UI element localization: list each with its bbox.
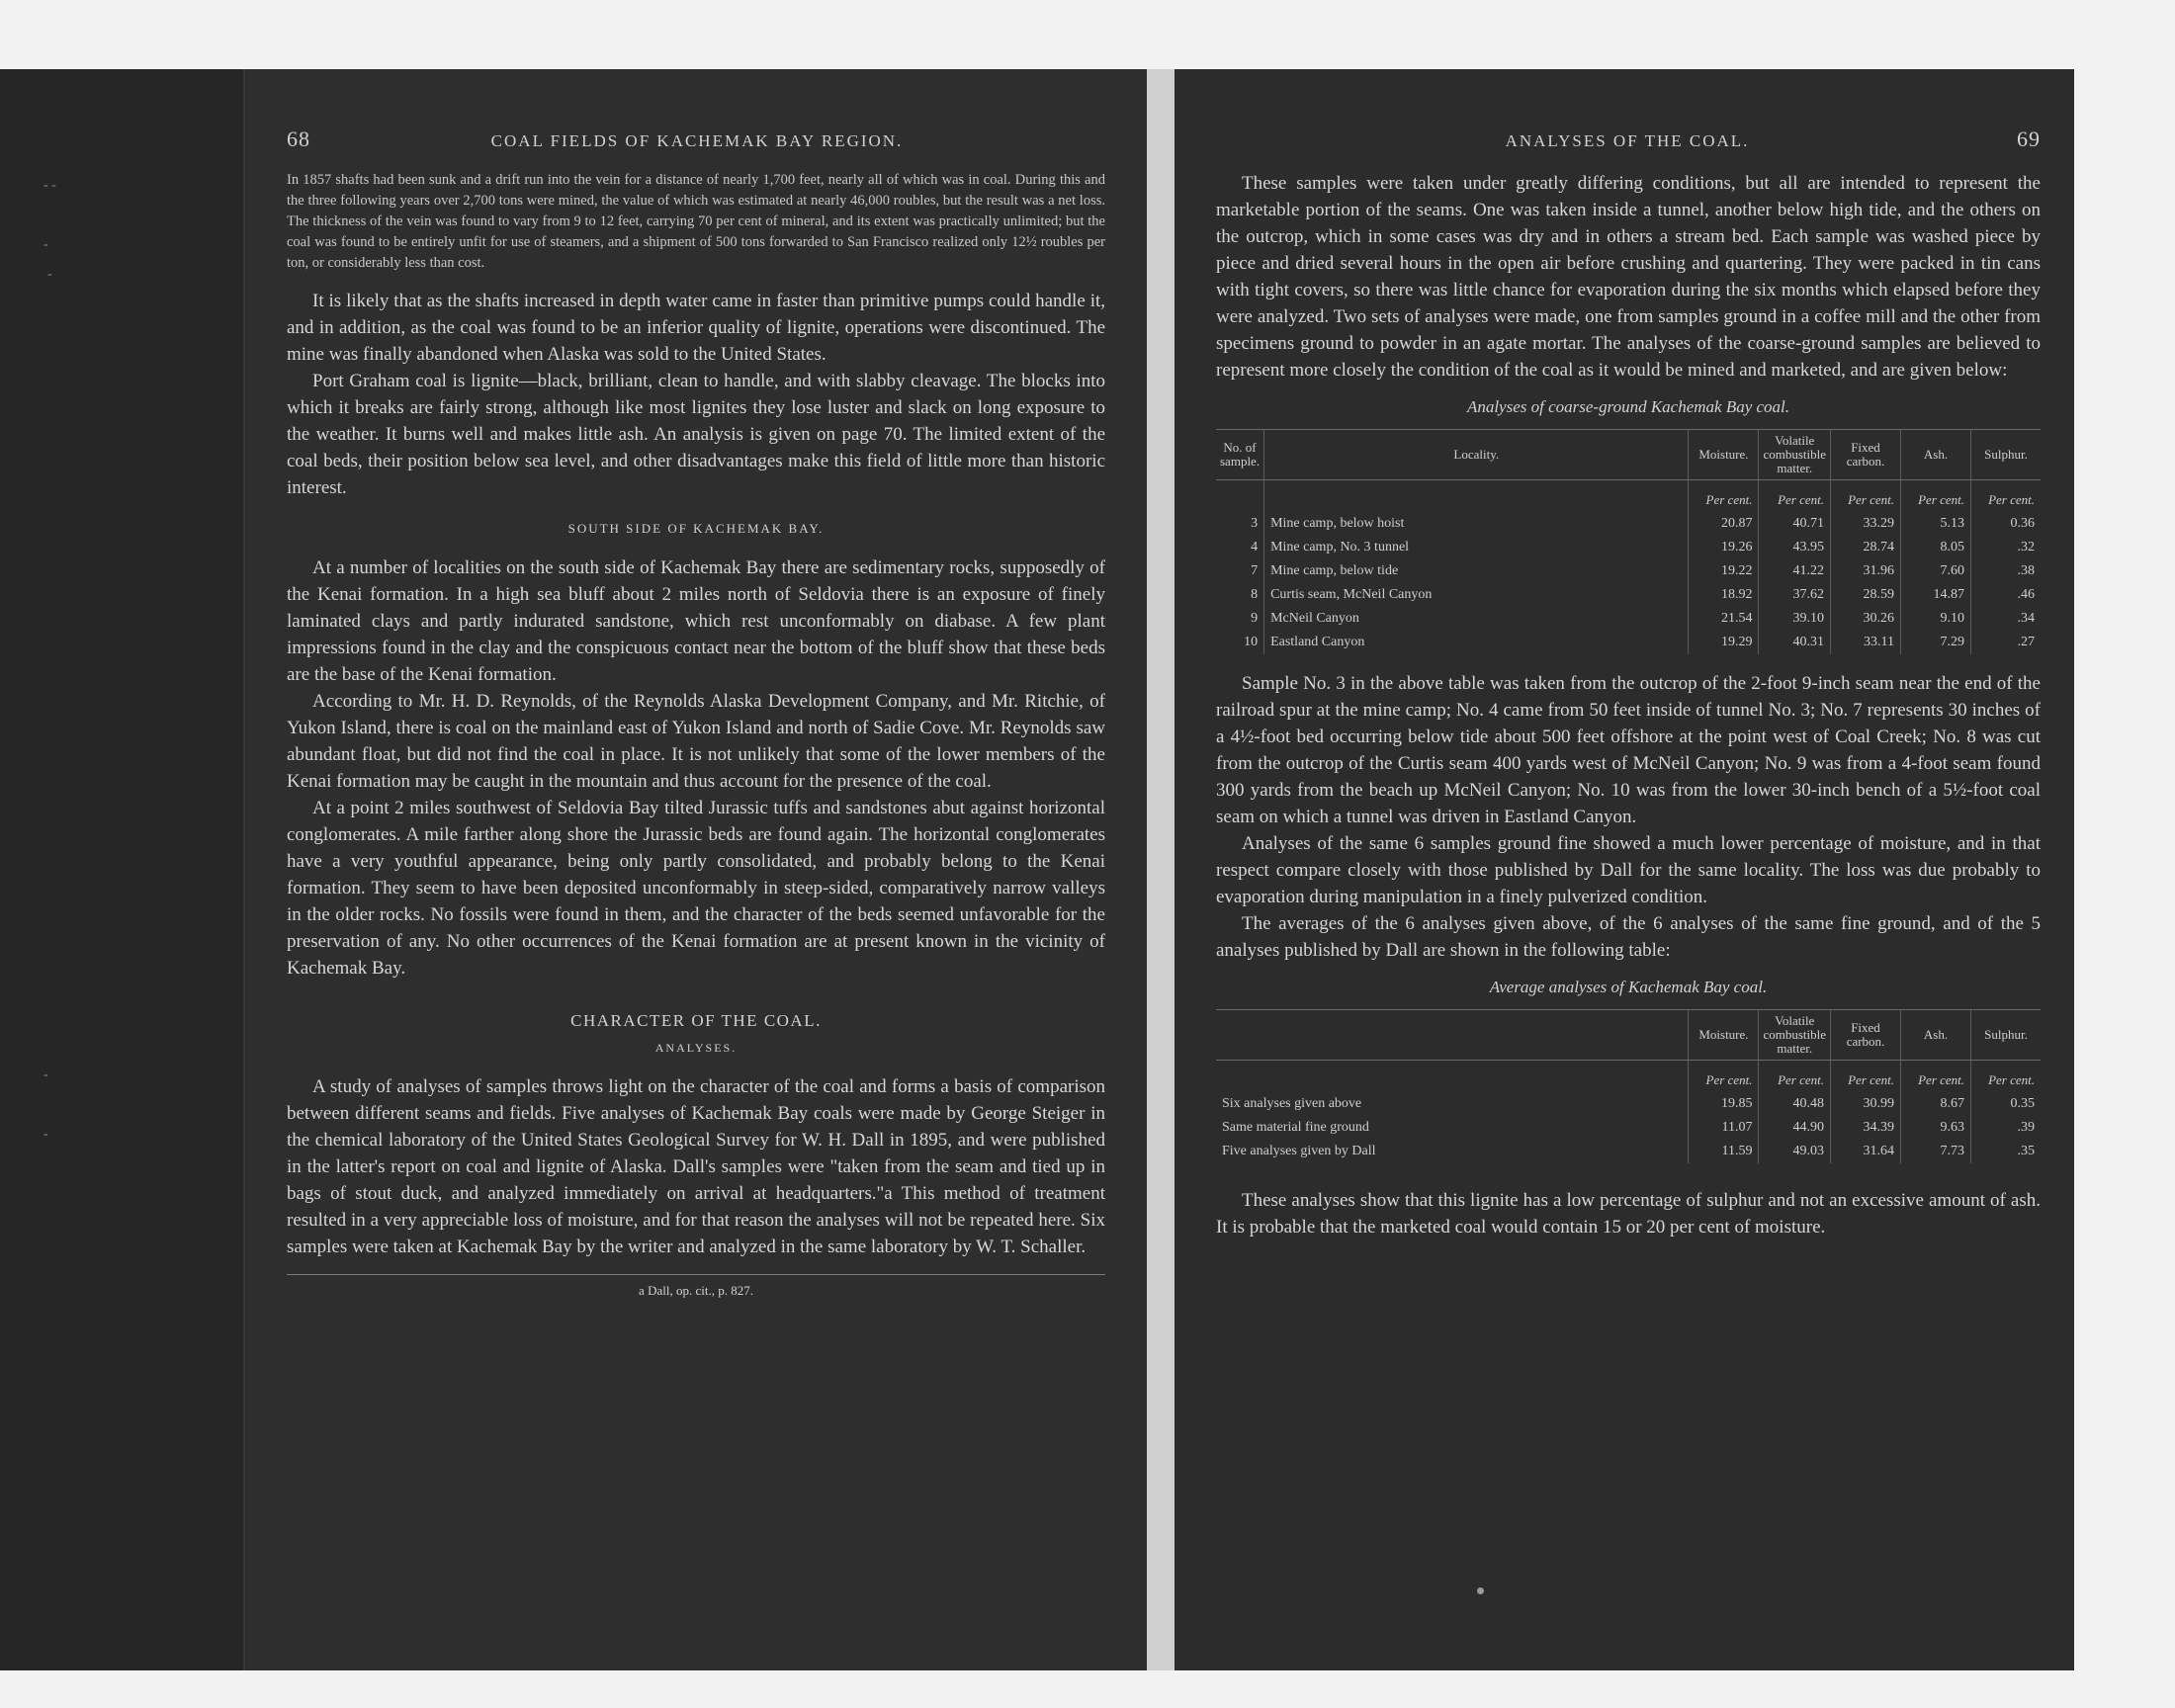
margin-mark: - (44, 1068, 48, 1082)
table-cell: .35 (1971, 1140, 2042, 1163)
margin-mark: - - (44, 178, 56, 193)
table-cell: Mine camp, No. 3 tunnel (1264, 536, 1689, 559)
table-cell: 8 (1251, 587, 1259, 602)
table-cell: 0.35 (1971, 1092, 2042, 1116)
paragraph: At a point 2 miles southwest of Seldovia Bay tilted Jurassic tuffs and sandstones abut against horizontal conglomerates. A mile farther along shore the Jurassic beds are found again. The horizontal conglomerates have a very youthful appearance, being only partly consolidated, and probably belong to the Kenai formation. They seem to have been deposited unconformably in steep-sided, comparatively narrow valleys in the older rocks. No fossils were found in them, and the character of the beds seemed unfavorable for the preservation of any. No other occurrences of the Kenai formation are at present known in the vicinity of Kachemak Bay. (287, 798, 1105, 979)
unit-cell: Per cent. (1759, 480, 1831, 513)
column-header: Volatile combustible matter. (1759, 1010, 1831, 1061)
table-cell: .32 (1971, 536, 2042, 559)
table-cell: 19.26 (1689, 536, 1759, 559)
unit-cell: Per cent. (1831, 1061, 1901, 1093)
table-cell: 14.87 (1901, 583, 1971, 607)
column-header: Fixed carbon. (1831, 430, 1901, 480)
table-cell: 43.95 (1759, 536, 1831, 559)
left-page (247, 69, 1147, 1670)
table-cell: Six analyses given above (1222, 1096, 1362, 1111)
paragraph: It is likely that as the shafts increased in depth water came in faster than primitive pumps could handle it, and in addition, as the coal was found to be an inferior quality of lignite, operations were discontinued. The mine was finally abandoned when Alaska was sold to the United States. (287, 291, 1105, 365)
left-binding-margin (0, 69, 245, 1670)
table-cell: 10 (1244, 635, 1259, 649)
units-row (1216, 1061, 2041, 1093)
table-cell (1216, 1061, 1689, 1093)
unit-cell: Per cent. (1689, 1061, 1759, 1093)
paragraph: These samples were taken under greatly differing conditions, but all are intended to represent the marketable portion of the seams. One was taken inside a tunnel, another below high tide, and the others on the outcrop, which in some cases was dry and in others a stream bed. Each sample was washed piece by piece and dried several hours in the open air before crushing and quartering. They were packed in tin cans with tight covers, so there was little chance for evaporation during the six months which elapsed before they were analyzed. Two sets of analyses were made, one from samples ground in a coffee mill and the other from specimens ground to powder in an agate mortar. The analyses of the coarse-ground samples are believed to represent more closely the condition of the coal as it would be mined and marketed, and are given below: (1216, 173, 2041, 381)
section-heading: SOUTH SIDE OF KACHEMAK BAY. (567, 521, 825, 536)
table-row (1216, 583, 2041, 607)
table-cell: 31.64 (1831, 1140, 1901, 1163)
table-cell: 7.60 (1901, 559, 1971, 583)
subsection-heading: ANALYSES. (654, 1041, 738, 1055)
table-cell: 7.73 (1901, 1140, 1971, 1163)
table-cell: Five analyses given by Dall (1222, 1144, 1376, 1158)
table-cell: 41.22 (1759, 559, 1831, 583)
unit-cell: Per cent. (1759, 1061, 1831, 1093)
table-cell: 19.85 (1689, 1092, 1759, 1116)
paragraph: A study of analyses of samples throws light on the character of the coal and forms a basis of comparison between different seams and fields. Five analyses of Kachemak Bay coals were made by George Steiger in the chemical laboratory of the United States Geological Survey for W. H. Dall in 1895, and were published in the latter's report on coal and lignite of Alaska. Dall's samples were "taken from the seam and tied up in bags of stout duck, and analyzed immediately on arrival at headquarters."a This method of treatment resulted in a very appreciable loss of moisture, and for that reason the analyses will not be repeated here. Six samples were taken at Kachemak Bay by the writer and analyzed in the same laboratory by W. T. Schaller. (287, 1076, 1105, 1257)
unit-cell: Per cent. (1971, 1061, 2042, 1093)
table-cell: 8.67 (1901, 1092, 1971, 1116)
paragraph: These analyses show that this lignite has a low percentage of sulphur and not an excessive amount of ash. It is probable that the marketed coal would contain 15 or 20 per cent of moisture. (1216, 1190, 2041, 1238)
table-row (1216, 631, 2041, 654)
table-cell: 28.59 (1831, 583, 1901, 607)
table-cell: Mine camp, below tide (1264, 559, 1689, 583)
footnote: a Dall, op. cit., p. 827. (639, 1283, 753, 1298)
table-cell: 8.05 (1901, 536, 1971, 559)
column-header: Ash. (1901, 430, 1971, 480)
table-cell: 11.07 (1689, 1116, 1759, 1140)
table-cell: McNeil Canyon (1264, 607, 1689, 631)
table-cell: .27 (1971, 631, 2042, 654)
table-row (1216, 512, 2041, 536)
table-cell: 19.22 (1689, 559, 1759, 583)
column-header: Fixed carbon. (1831, 1010, 1901, 1061)
column-header: Moisture. (1689, 1010, 1759, 1061)
table-cell: 31.96 (1831, 559, 1901, 583)
column-header: Volatile combustible matter. (1759, 430, 1831, 480)
unit-cell: Per cent. (1971, 480, 2042, 513)
table-caption: Analyses of coarse-ground Kachemak Bay coal. (1466, 397, 1790, 416)
table-cell (1264, 480, 1689, 513)
table-cell (1216, 480, 1264, 513)
table-cell: Same material fine ground (1222, 1120, 1369, 1135)
coarse-ground-analyses-table (1216, 429, 2041, 654)
table-caption: Average analyses of Kachemak Bay coal. (1489, 978, 1768, 996)
table-cell: .38 (1971, 559, 2042, 583)
column-header: Sulphur. (1971, 430, 2042, 480)
table-cell: .39 (1971, 1116, 2042, 1140)
table-cell: 44.90 (1759, 1116, 1831, 1140)
column-header: Locality. (1264, 430, 1689, 480)
table-cell: 40.71 (1759, 512, 1831, 536)
table-row (1216, 536, 2041, 559)
table-cell: 11.59 (1689, 1140, 1759, 1163)
table-cell: 34.39 (1831, 1116, 1901, 1140)
column-header (1216, 1010, 1689, 1061)
table-cell: 5.13 (1901, 512, 1971, 536)
table-cell: 30.26 (1831, 607, 1901, 631)
table-cell: Curtis seam, McNeil Canyon (1264, 583, 1689, 607)
column-header: No. of sample. (1216, 430, 1264, 480)
paragraph: According to Mr. H. D. Reynolds, of the Reynolds Alaska Development Company, and Mr. Ritchie, of Yukon Island, there is coal on the mainland east of Yukon Island and north of Sadie Cove. Mr. Reynolds saw abundant float, but did not find the coal in place. It is not unlikely that some of the lower members of the Kenai formation may be caught in the mountain and thus account for the presence of the coal. (287, 691, 1105, 792)
book-spine (1147, 69, 1174, 1670)
paragraph: Analyses of the same 6 samples ground fine showed a much lower percentage of moisture, and in that respect compare closely with those published by Dall for the same locality. The loss was due probably to evaporation during manipulation in a finely pulverized condition. (1216, 833, 2041, 907)
margin-mark: - (44, 1127, 48, 1142)
left-running-head (287, 127, 1105, 152)
right-page (1174, 69, 2074, 1670)
table-cell: Eastland Canyon (1264, 631, 1689, 654)
table-row (1216, 1140, 2041, 1163)
table-cell: 9 (1251, 611, 1259, 626)
margin-mark: - (44, 237, 48, 252)
table-cell: 33.29 (1831, 512, 1901, 536)
column-header: Sulphur. (1971, 1010, 2042, 1061)
table-cell: 40.48 (1759, 1092, 1831, 1116)
paragraph: Port Graham coal is lignite—black, brilliant, clean to handle, and with slabby cleavage. The blocks into which it breaks are fairly strong, although like most lignites they lose luster and slack on long exposure to the weather. It burns well and makes little ash. An analysis is given on page 70. The limited extent of the coal beds, their position below sea level, and other disadvantages make this field of little more than historic interest. (287, 371, 1105, 498)
page-dot (1477, 1587, 1484, 1594)
small-paragraph: In 1857 shafts had been sunk and a drift run into the vein for a distance of nearly 1,700 feet, nearly all of which was in coal. During this and the three following years over 2,700 tons were mined, the value of which was estimated at nearly 46,000 roubles, but the result was a net loss. The thickness of the vein was found to vary from 9 to 12 feet, carrying 70 per cent of mineral, and its extent was practically unlimited; but the coal was found to be entirely unfit for use of steamers, and a shipment of 500 tons forwarded to San Francisco realized only 12½ roubles per ton, or considerably less than cost. (287, 172, 1105, 271)
table-cell: 39.10 (1759, 607, 1831, 631)
table-cell: 0.36 (1971, 512, 2042, 536)
table-cell: 40.31 (1759, 631, 1831, 654)
table-row (1216, 607, 2041, 631)
unit-cell: Per cent. (1831, 480, 1901, 513)
paragraph: The averages of the 6 analyses given above, of the 6 analyses of the same fine ground, and of the 5 analyses published by Dall are shown in the following table: (1216, 913, 2041, 961)
table-cell: 28.74 (1831, 536, 1901, 559)
table-cell: Mine camp, below hoist (1264, 512, 1689, 536)
paragraph: At a number of localities on the south side of Kachemak Bay there are sedimentary rocks, supposedly of the Kenai formation. In a high sea bluff about 2 miles north of Seldovia there is an exposure of finely laminated clays and partly indurated sandstone, which rest unconformably on diabase. A few plant impressions found in the clay and the conspicuous contact near the bottom of the bluff show that these beds are the base of the Kenai formation. (287, 557, 1105, 685)
column-header: Ash. (1901, 1010, 1971, 1061)
table-cell: 37.62 (1759, 583, 1831, 607)
footnote-rule (287, 1274, 1105, 1275)
table-cell: 3 (1251, 516, 1259, 531)
table-cell: 21.54 (1689, 607, 1759, 631)
table-row (1216, 559, 2041, 583)
units-row (1216, 480, 2041, 513)
page-number: 69 (2017, 127, 2041, 151)
running-title: COAL FIELDS OF KACHEMAK BAY REGION. (490, 131, 904, 150)
table-cell: 18.92 (1689, 583, 1759, 607)
table-cell: .46 (1971, 583, 2042, 607)
table-cell: 49.03 (1759, 1140, 1831, 1163)
table-cell: .34 (1971, 607, 2042, 631)
column-header: Moisture. (1689, 430, 1759, 480)
margin-mark: - (47, 267, 52, 282)
page-number: 68 (287, 127, 310, 151)
unit-cell: Per cent. (1689, 480, 1759, 513)
running-title: ANALYSES OF THE COAL. (1505, 131, 1750, 150)
unit-cell: Per cent. (1901, 1061, 1971, 1093)
table-cell: 9.10 (1901, 607, 1971, 631)
table-row (1216, 1116, 2041, 1140)
unit-cell: Per cent. (1901, 480, 1971, 513)
average-analyses-table (1216, 1009, 2041, 1163)
table-cell: 33.11 (1831, 631, 1901, 654)
table-cell: 30.99 (1831, 1092, 1901, 1116)
section-heading: CHARACTER OF THE COAL. (570, 1011, 822, 1030)
table-cell: 9.63 (1901, 1116, 1971, 1140)
table-cell: 20.87 (1689, 512, 1759, 536)
table-row (1216, 1092, 2041, 1116)
paragraph: Sample No. 3 in the above table was taken from the outcrop of the 2-foot 9-inch seam near the end of the railroad spur at the mine camp; No. 4 came from 50 feet inside of tunnel No. 3; No. 7 represents 30 inches of a 4½-foot bed occurring below tide about 500 feet offshore at the point west of Coal Creek; No. 8 was cut from the outcrop of the Curtis seam 400 yards west of McNeil Canyon; No. 9 was from a 4-foot seam found 300 yards from the beach up McNeil Canyon; No. 10 was from the lower 30-inch bench of a 5½-foot coal seam on which a tunnel was driven in Eastland Canyon. (1216, 673, 2041, 827)
table-cell: 7 (1251, 563, 1259, 578)
table-cell: 4 (1251, 540, 1259, 555)
table-cell: 19.29 (1689, 631, 1759, 654)
right-running-head (1216, 127, 2041, 152)
table-cell: 7.29 (1901, 631, 1971, 654)
